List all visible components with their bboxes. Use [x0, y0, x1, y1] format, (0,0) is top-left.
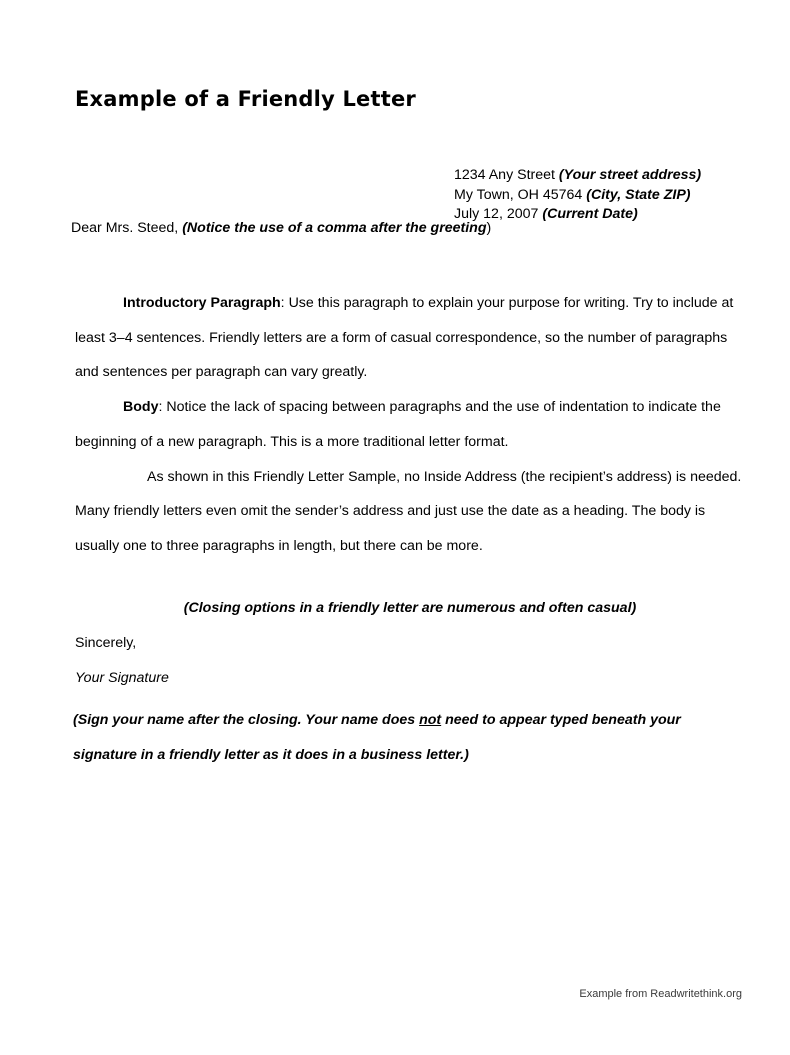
city-state-zip-annotation: (City, State ZIP) [586, 186, 691, 203]
body-paragraph-label: Body [123, 399, 159, 416]
salutation-line [71, 219, 491, 239]
date-value: July 12, 2007 [454, 206, 543, 222]
city-state-zip-line [454, 186, 701, 206]
salutation-annotation: (Notice the use of a comma after the greeting [182, 220, 487, 236]
street-address-annotation: (Your street address) [558, 167, 702, 183]
closing-options-annotation [75, 599, 745, 619]
signature-annotation-emphasis: not [419, 712, 442, 728]
closing-options-annotation-text: (Closing options in a friendly letter are numerous and often casual) [183, 600, 637, 616]
letter-body [75, 286, 745, 564]
signature-annotation-part-one: (Sign your name after the closing. Your name does [73, 712, 420, 728]
salutation-greeting: Dear Mrs. Steed, [71, 220, 183, 236]
date-annotation: (Current Date) [542, 206, 638, 222]
street-address-value: 1234 Any Street [454, 167, 559, 183]
page-title: Example of a Friendly Letter [75, 87, 416, 111]
signature-placeholder: Your Signature [75, 670, 169, 686]
salutation-annotation-close-paren: ) [486, 220, 492, 236]
sample-notes-text: As shown in this Friendly Letter Sample, no Inside Address (the recipient’s address) is needed. Many friendly letters even omit the sender’s address and just use the date as a heading. The body is usually one to three paragraphs in length, but there can be more. [75, 468, 742, 554]
signature-annotation-part-two: need to appear typed beneath your signature in a friendly letter as it does in a business letter.) [73, 712, 681, 763]
introductory-paragraph-text: Use this paragraph to explain your purpose for writing. Try to include at least 3–4 sentences. Friendly letters are a form of casual correspondence, so the number of paragraphs and sentences per paragraph can vary greatly. [75, 295, 734, 381]
body-paragraph-introductory [75, 286, 745, 390]
return-address-block [454, 166, 701, 225]
introductory-paragraph-label-suffix: : [280, 295, 289, 311]
source-credit: Example from Readwritethink.org [579, 988, 742, 1000]
signature-annotation [73, 703, 745, 772]
body-paragraph-sample-notes [75, 460, 745, 564]
complimentary-close: Sincerely, [75, 635, 137, 651]
street-address-line [454, 166, 701, 186]
city-state-zip-value: My Town, OH 45764 [454, 186, 587, 203]
body-paragraph-text: Notice the lack of spacing between paragraphs and the use of indentation to indicate the beginning of a new paragraph. This is a more traditional letter format. [75, 399, 721, 450]
body-paragraph-body [75, 390, 745, 459]
introductory-paragraph-label: Introductory Paragraph [123, 295, 281, 311]
body-paragraph-label-suffix: : [158, 399, 167, 416]
